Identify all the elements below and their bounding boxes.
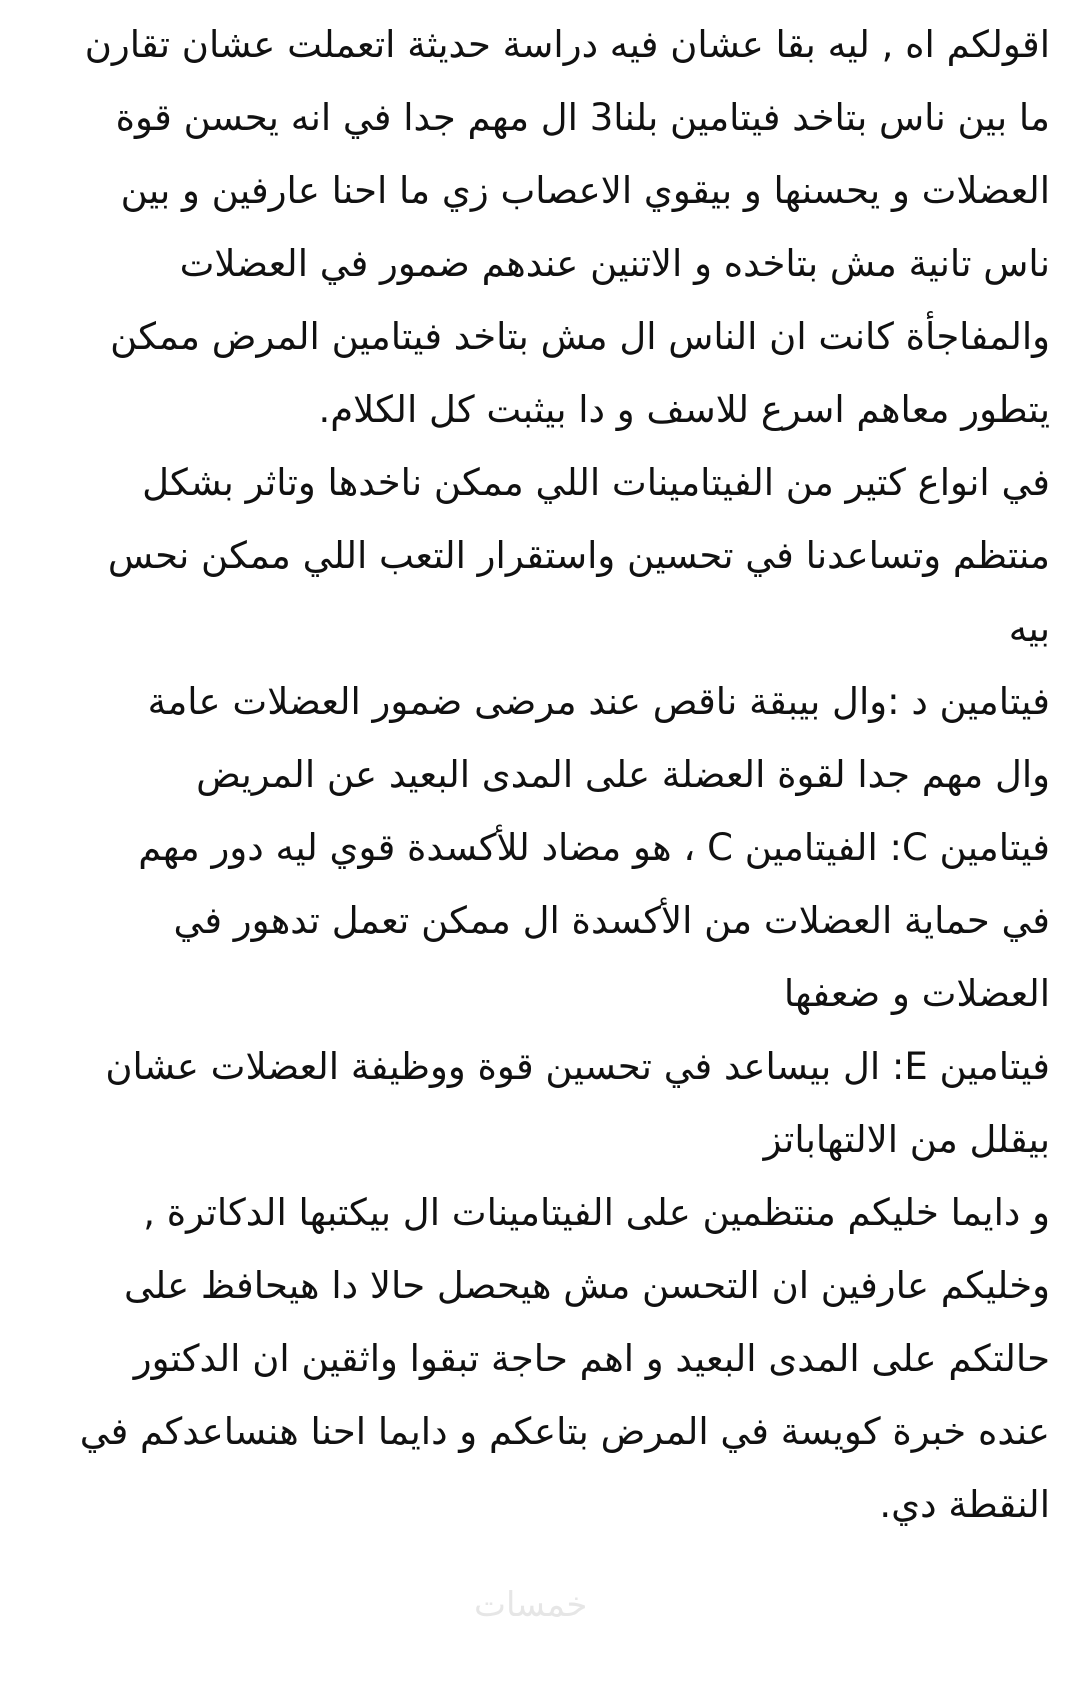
text-line-5: والمفاجأة كانت ان الناس ال مش بتاخد فيتامين المرض ممكن <box>110 315 1050 358</box>
text-line-15: فيتامين E: ال بيساعد في تحسين قوة ووظيفة العضلات عشان <box>105 1045 1050 1088</box>
text-line-13: في حماية العضلات من الأكسدة ال ممكن تعمل تدهور في <box>173 899 1050 942</box>
text-line-21: النقطة دي. <box>879 1483 1050 1526</box>
text-line-18: وخليكم عارفين ان التحسن مش هيحصل حالا دا هيحافظ على <box>124 1264 1050 1307</box>
text-line-6: يتطور معاهم اسرع للاسف و دا بيثبت كل الكلام. <box>318 388 1050 431</box>
text-line-8: منتظم وتساعدنا في تحسين واستقرار التعب اللي ممكن نحس <box>107 534 1050 577</box>
text-line-4: ناس تانية مش بتاخده و الاتنين عندهم ضمور في العضلات <box>179 242 1050 285</box>
text-line-11: وال مهم جدا لقوة العضلة على المدى البعيد عن المريض <box>196 753 1050 796</box>
text-line-20: عنده خبرة كويسة في المرض بتاعكم و دايما احنا هنساعدكم في <box>79 1410 1050 1453</box>
text-line-12: فيتامين C: الفيتامين C ، هو مضاد للأكسدة قوي ليه دور مهم <box>138 826 1050 869</box>
text-line-17: و دايما خليكم منتظمين على الفيتامينات ال بيكتبها الدكاترة , <box>143 1191 1050 1234</box>
text-line-3: العضلات و يحسنها و بيقوي الاعصاب زي ما احنا عارفين و بين <box>120 169 1050 212</box>
text-line-2: ما بين ناس بتاخد فيتامين بلنا3 ال مهم جدا في انه يحسن قوة <box>115 96 1050 139</box>
text-line-1: اقولكم اه , ليه بقا عشان فيه دراسة حديثة اتعملت عشان تقارن <box>84 23 1050 66</box>
text-line-14: العضلات و ضعفها <box>783 972 1050 1015</box>
watermark-text: خمسات <box>474 1585 588 1625</box>
text-line-16: بيقلل من الالتهاباتز <box>763 1118 1050 1161</box>
text-line-19: حالتكم على المدى البعيد و اهم حاجة تبقوا واثقين ان الدكتور <box>133 1337 1050 1380</box>
document-body <box>30 8 1050 1541</box>
text-line-9: بيه <box>1008 607 1050 650</box>
text-line-7: في انواع كتير من الفيتامينات اللي ممكن ناخدها وتاثر بشكل <box>142 461 1050 504</box>
text-line-10: فيتامين د :وال بيبقة ناقص عند مرضى ضمور العضلات عامة <box>147 680 1050 723</box>
